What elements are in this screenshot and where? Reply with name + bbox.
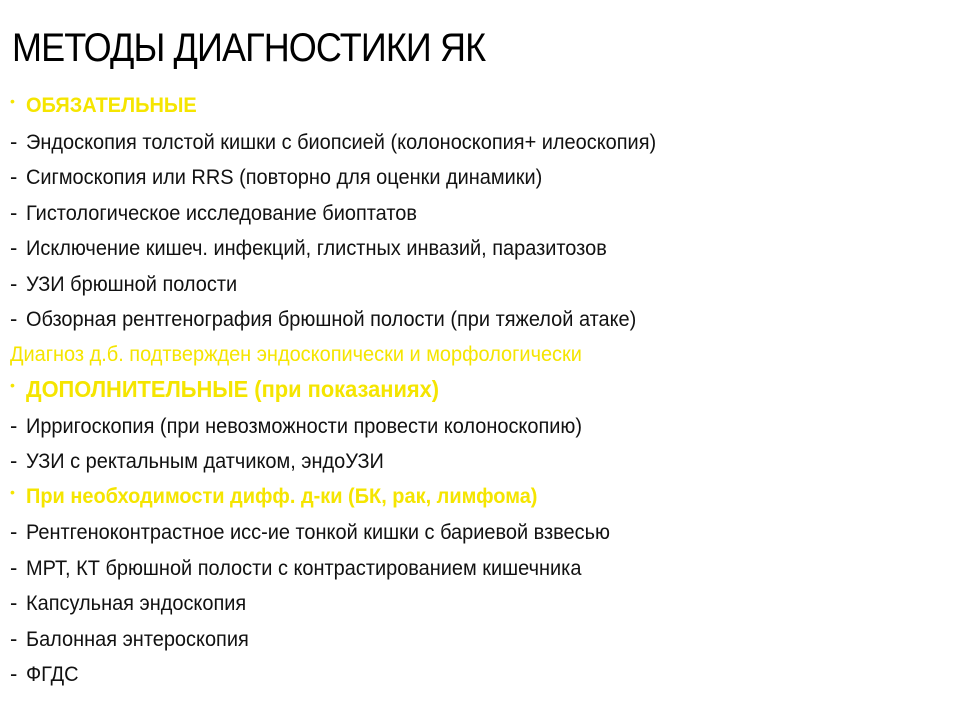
list-item (10, 514, 950, 550)
section-heading-label: ОБЯЗАТЕЛЬНЫЕ (26, 94, 197, 117)
list-item (10, 443, 950, 479)
list-item (10, 230, 950, 266)
list-item-text: УЗИ с ректальным датчиком, эндоУЗИ (26, 450, 384, 473)
list-item-text: МРТ, КТ брюшной полости с контрастированием кишечника (26, 556, 582, 580)
section-heading-label: При необходимости дифф. д-ки (БК, рак, лимфома) (26, 484, 538, 508)
section-heading-differential (10, 479, 950, 515)
diagnosis-note-text: Диагноз д.б. подтвержден эндоскопически и морфологически (10, 342, 582, 366)
list-item-text: Обзорная рентгенография брюшной полости (при тяжелой атаке) (26, 308, 637, 331)
list-item-text: Капсульная эндоскопия (26, 592, 247, 615)
list-item-text: УЗИ брюшной полости (26, 272, 238, 296)
list-item (10, 159, 950, 195)
section-heading-required (10, 88, 950, 124)
list-item-text: Гистологическое исследование биоптатов (26, 201, 417, 225)
dash-icon: - (10, 235, 18, 260)
dash-icon: - (10, 128, 18, 154)
dash-icon: - (10, 519, 18, 544)
list-item (10, 266, 950, 302)
dash-icon: - (10, 625, 18, 651)
diagnosis-note (10, 337, 950, 373)
list-item (10, 408, 950, 444)
list-item (10, 301, 950, 337)
list-item (10, 656, 950, 692)
dash-icon: - (10, 270, 18, 296)
bullet-icon: • (10, 483, 15, 500)
dash-icon: - (10, 448, 18, 473)
list-item (10, 550, 950, 586)
list-item-text: Ирригоскопия (при невозможности провести колоноскопию) (26, 414, 583, 438)
content-list (10, 88, 950, 692)
list-item (10, 621, 950, 657)
list-item (10, 195, 950, 231)
list-item-text: Исключение кишеч. инфекций, глистных инвазий, паразитозов (26, 237, 607, 260)
dash-icon: - (10, 199, 18, 225)
list-item-text: Балонная энтероскопия (26, 627, 249, 651)
list-item-text: Эндоскопия толстой кишки с биопсией (колоноскопия+ илеоскопия) (26, 130, 657, 154)
dash-icon: - (10, 661, 18, 686)
dash-icon: - (10, 590, 18, 615)
dash-icon: - (10, 554, 18, 580)
list-item-text: Сигмоскопия или RRS (повторно для оценки динамики) (26, 166, 543, 189)
dash-icon: - (10, 164, 18, 189)
bullet-icon: • (10, 377, 15, 393)
bullet-icon: • (10, 93, 15, 109)
dash-icon: - (10, 306, 18, 331)
section-heading-additional (10, 372, 950, 408)
dash-icon: - (10, 412, 18, 438)
list-item (10, 124, 950, 160)
list-item-text: ФГДС (26, 663, 79, 686)
section-heading-label: ДОПОЛНИТЕЛЬНЫЕ (при показаниях) (26, 376, 440, 402)
list-item (10, 585, 950, 621)
list-item-text: Рентгеноконтрастное исс-ие тонкой кишки с бариевой взвесью (26, 521, 610, 544)
slide-title: МЕТОДЫ ДИАГНОСТИКИ ЯК (12, 26, 486, 70)
